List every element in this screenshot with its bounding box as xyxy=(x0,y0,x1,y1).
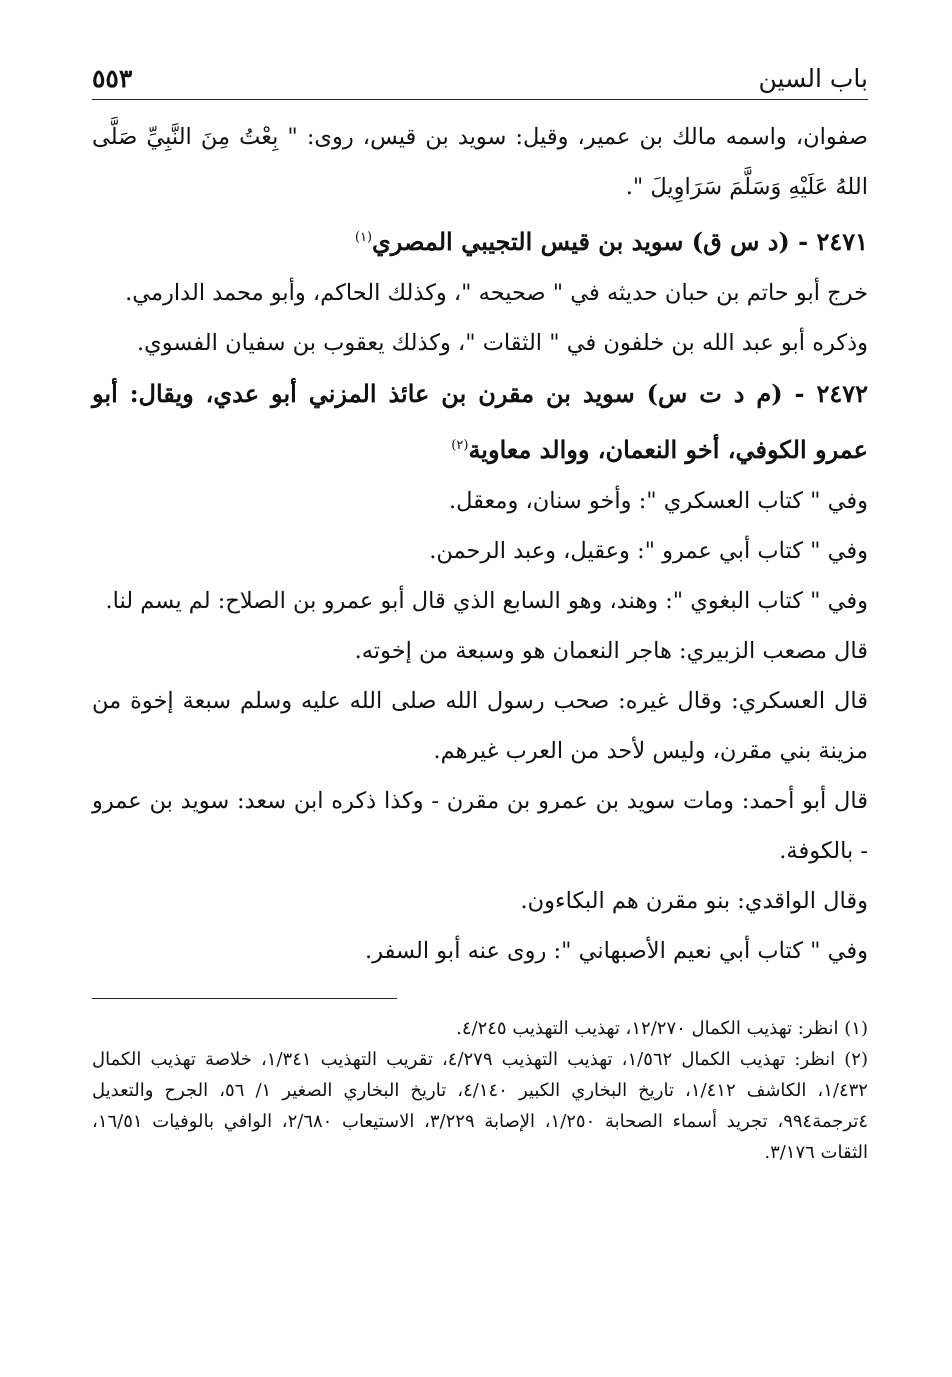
paragraph: صفوان، واسمه مالك بن عمير، وقيل: سويد بن قيس، روى: " بِعْتُ مِنَ النَّبِيِّ صَلَّى اللهُ عَلَيْهِ وَسَلَّمَ سَرَاوِيلَ ". xyxy=(92,124,868,200)
footnotes xyxy=(92,1013,868,1168)
chapter-title: باب السين xyxy=(758,64,868,93)
footnote-marker: (١) xyxy=(354,230,373,245)
footnote-marker: (٢) xyxy=(451,438,469,453)
page-header xyxy=(92,54,868,100)
paragraph: قال أبو أحمد: ومات سويد بن عمرو بن مقرن - وكذا ذكره ابن سعد: سويد بن عمرو - بالكوفة. xyxy=(92,788,868,864)
paragraph: قال مصعب الزبيري: هاجر النعمان هو وسبعة من إخوته. xyxy=(354,638,868,664)
entry-heading-text: ٢٤٧٢ - (م د ت س) سويد بن مقرن بن عائذ المزني أبو عدي، ويقال: أبو عمرو الكوفي، أخو النعمان، ووالد معاوية xyxy=(92,379,868,464)
footnote: (١) انظر: تهذيب الكمال ١٢/٢٧٠، تهذيب التهذيب ٤/٢٤٥. xyxy=(456,1018,868,1039)
page-number: ٥٥٣ xyxy=(92,64,133,93)
entry-heading xyxy=(92,368,868,476)
paragraph: خرج أبو حاتم بن حبان حديثه في " صحيحه "، وكذلك الحاكم، وأبو محمد الدارمي. xyxy=(125,280,868,306)
page-body xyxy=(92,112,868,976)
paragraph: وفي " كتاب أبي نعيم الأصبهاني ": روى عنه أبو السفر. xyxy=(365,938,868,964)
paragraph: قال العسكري: وقال غيره: صحب رسول الله صلى الله عليه وسلم سبعة إخوة من مزينة بني مقرن، وليس لأحد من العرب غيرهم. xyxy=(92,688,868,764)
footnote-separator xyxy=(92,998,397,999)
footnote: (٢) انظر: تهذيب الكمال ١/٥٦٢، تهذيب التهذيب ٤/٢٧٩، تقريب التهذيب ١/٣٤١، خلاصة تهذيب الكمال ١/٤٣٢، الكاشف ١/٤١٢، تاريخ البخاري الكبير ٤/١٤٠، تاريخ البخاري الصغير ١/ ٥٦، الجرح والتعديل ٤ترجمة٩٩٤، تجريد أسماء الصحابة ١/٢٥٠، الإصابة ٣/٢٢٩، الاستيعاب ٢/٦٨٠، الوافي بالوفيات ١٦/٥١، الثقات ٣/١٧٦. xyxy=(92,1049,868,1163)
paragraph: وفي " كتاب البغوي ": وهند، وهو السابع الذي قال أبو عمرو بن الصلاح: لم يسم لنا. xyxy=(105,588,868,614)
entry-heading xyxy=(92,212,868,268)
entry-heading-text: ٢٤٧١ - (د س ق) سويد بن قيس التجيبي المصري xyxy=(372,227,868,256)
document-page xyxy=(92,54,868,1354)
paragraph: وفي " كتاب العسكري ": وأخو سنان، ومعقل. xyxy=(448,488,868,514)
paragraph: وفي " كتاب أبي عمرو ": وعقيل، وعبد الرحمن. xyxy=(429,538,868,564)
paragraph: وقال الواقدي: بنو مقرن هم البكاءون. xyxy=(520,888,868,914)
paragraph: وذكره أبو عبد الله بن خلفون في " الثقات "، وكذلك يعقوب بن سفيان الفسوي. xyxy=(136,330,868,356)
